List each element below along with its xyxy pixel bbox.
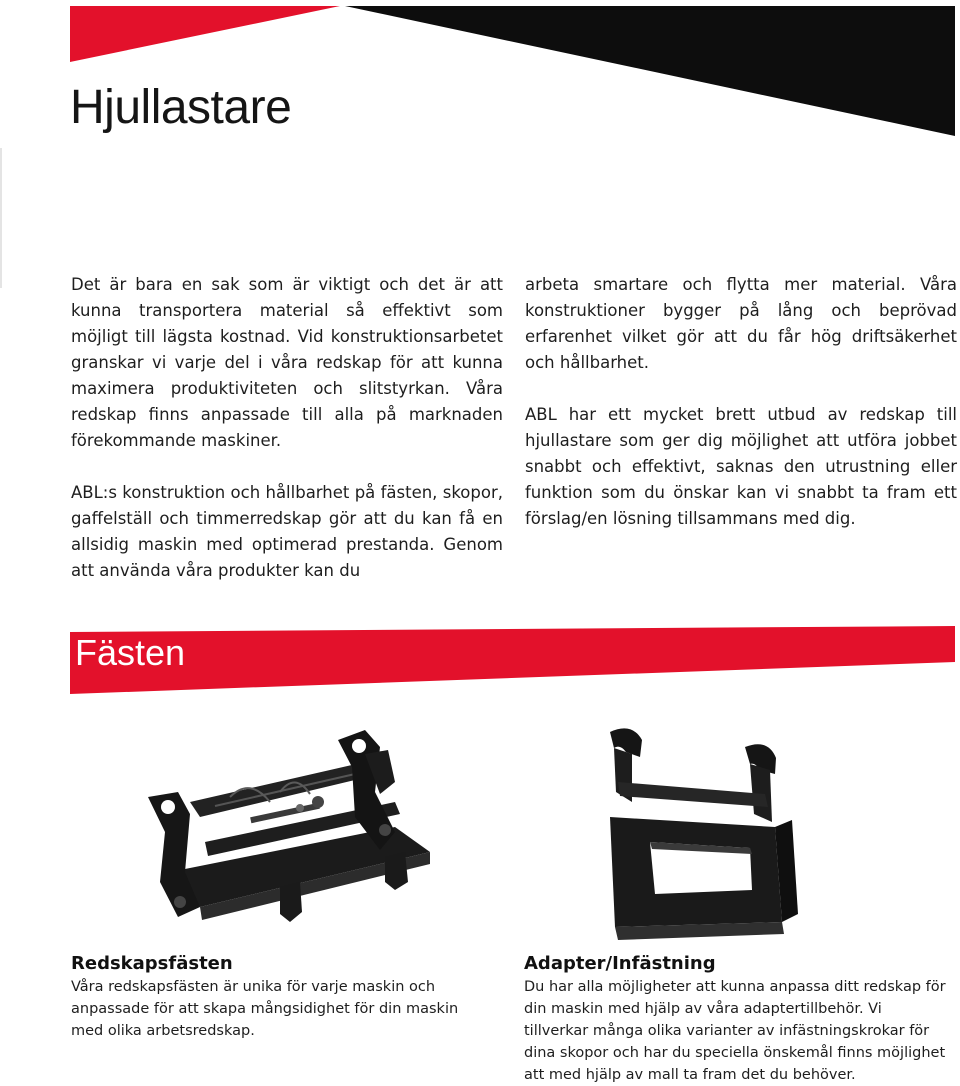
section-banner-shape bbox=[70, 626, 955, 694]
product-heading-redskapsfasten: Redskapsfästen bbox=[71, 953, 233, 974]
intro-paragraph: ABL har ett mycket brett utbud av redskap till hjullastare som ger dig möjlighet att utföra jobbet snabbt och effektivt, saknas den utrustning eller funktion som du önskar kan vi snabbt ta fram ett förslag/en lösning tillsammans med dig. bbox=[525, 405, 957, 528]
adapter-frame-image bbox=[570, 722, 900, 947]
intro-paragraph: arbeta smartare och flytta mer material. Våra konstruktioner bygger på lång och beprövad erfarenhet vilket gör att du får hög driftsäkerhet och hållbarhet. bbox=[525, 275, 957, 372]
page-title: Hjullastare bbox=[70, 81, 292, 134]
product-description-redskapsfasten: Våra redskapsfästen är unika för varje maskin och anpassade för att skapa mångsidighet för din maskin med olika arbetsredskap. bbox=[71, 979, 459, 1039]
top-banner-black-stripe bbox=[345, 6, 955, 136]
attachment-bracket-image bbox=[130, 722, 460, 947]
intro-left-column bbox=[71, 272, 503, 584]
product-heading-adapter: Adapter/Infästning bbox=[524, 953, 716, 974]
section-title: Fästen bbox=[75, 632, 186, 673]
intro-paragraph: Det är bara en sak som är viktigt och det är att kunna transportera material så effektivt som möjligt till lägsta kostnad. Vid konstruktionsarbetet granskar vi varje del i våra redskap för att kunna maximera produktiviteten och slitstyrkan. Våra redskap finns anpassade till alla på marknaden förekommande maskiner. bbox=[71, 275, 503, 450]
product-description-adapter: Du har alla möjligheter att kunna anpassa ditt redskap för din maskin med hjälp av våra adaptertillbehör. Vi tillverkar många olika varianter av infästningskrokar för dina skopor och har du speciella önskemål finns möjlighet att med hjälp av mall ta fram det du behöver. bbox=[524, 979, 946, 1083]
top-banner-red-stripe bbox=[70, 6, 340, 62]
left-edge-rule bbox=[0, 148, 2, 288]
intro-right-column bbox=[525, 272, 957, 532]
intro-paragraph: ABL:s konstruktion och hållbarhet på fästen, skopor, gaffelställ och timmerredskap gör att du kan få en allsidig maskin med optimerad prestanda. Genom att använda våra produkter kan du bbox=[71, 483, 503, 580]
section-banner bbox=[70, 626, 955, 694]
